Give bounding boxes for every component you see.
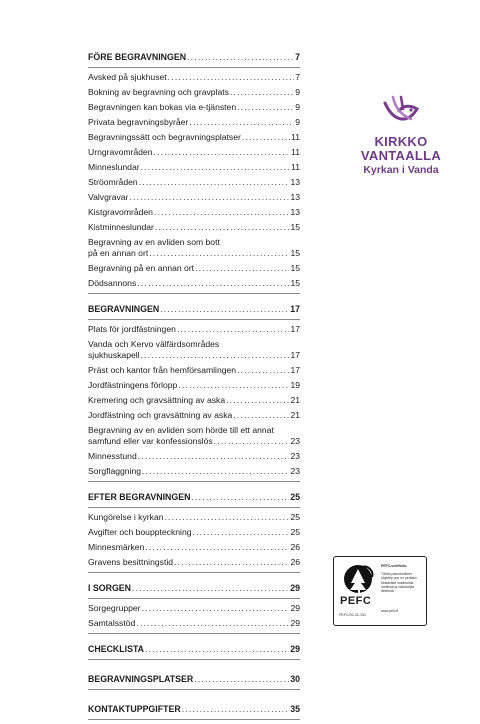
toc-entry[interactable]: Gravens besittningstid . . . 26 <box>88 557 300 568</box>
divider <box>88 319 300 320</box>
toc-entry[interactable]: Begravningen kan bokas via e-tjänsten . . . 9 <box>88 102 300 113</box>
divider <box>88 572 300 573</box>
toc-entry[interactable]: Begravning av en avliden som hörde till ett annat samfund eller var konfessionslös . . . 23 <box>88 425 300 447</box>
toc-entry[interactable]: Privata begravningsbyråer . . . 9 <box>88 117 300 128</box>
toc-entry[interactable]: Kistminneslundar . . . 15 <box>88 222 300 233</box>
divider <box>88 719 300 720</box>
toc-section-header[interactable]: EFTER BEGRAVNINGEN . . . 25 <box>88 492 300 503</box>
toc-entry[interactable]: Minnesstund . . . 23 <box>88 451 300 462</box>
toc-section-header[interactable]: BEGRAVNINGEN . . . 17 <box>88 304 300 315</box>
toc-entry[interactable]: Dödsannons . . . 15 <box>88 278 300 289</box>
toc-entry[interactable]: Jordfästningens förlopp . . . 19 <box>88 380 300 391</box>
divider <box>88 633 300 634</box>
toc-section-header[interactable]: BEGRAVNINGSPLATSER . . . 30 <box>88 674 300 685</box>
pefc-wordmark: PEFC <box>340 595 372 607</box>
table-of-contents <box>88 52 300 724</box>
toc-section-header[interactable]: KONTAKTUPPGIFTER . . . 35 <box>88 704 300 715</box>
toc-section-header[interactable]: FÖRE BEGRAVNINGEN . . . 7 <box>88 52 300 63</box>
toc-entry[interactable]: Ströområden . . . 13 <box>88 177 300 188</box>
toc-entry[interactable]: Avgifter och bouppteckning . . . 25 <box>88 527 300 538</box>
toc-entry[interactable]: Kistgravområden . . . 13 <box>88 207 300 218</box>
toc-section-header[interactable]: CHECKLISTA . . . 29 <box>88 644 300 655</box>
toc-entry[interactable]: Sorgegrupper . . . 29 <box>88 603 300 614</box>
toc-entry[interactable]: Begravning av en avliden som bott på en annan ort . . . 15 <box>88 237 300 259</box>
toc-entry[interactable]: Kremering och gravsättning av aska . . . 21 <box>88 395 300 406</box>
toc-entry[interactable]: Kungörelse i kyrkan . . . 25 <box>88 512 300 523</box>
toc-entry[interactable]: Jordfästning och gravsättning av aska . . . 21 <box>88 410 300 421</box>
divider <box>88 689 300 690</box>
logo-text-line2: VANTAALLA <box>360 148 442 163</box>
pefc-description: Tähän painotuotteen käytetty puu on peräisin kestävästi hoidetuista metsistä ja valvotuista lähteistä <box>381 572 417 594</box>
toc-entry[interactable]: Präst och kantor från hemförsamlingen . . . 17 <box>88 365 300 376</box>
toc-entry[interactable]: Samtalsstöd . . . 29 <box>88 618 300 629</box>
toc-entry[interactable]: Minnesmärken . . . 26 <box>88 542 300 553</box>
toc-entry[interactable]: Minneslundar . . . 11 <box>88 162 300 173</box>
toc-entry[interactable]: Urngravområden . . . 11 <box>88 147 300 158</box>
logo-text-line3: Kyrkan i Vanda <box>363 164 439 176</box>
toc-entry[interactable]: Plats för jordfästningen . . . 17 <box>88 324 300 335</box>
pefc-title: PEFC-sertifioitu <box>381 564 407 568</box>
toc-entry[interactable]: Sorgflaggning . . . 23 <box>88 466 300 477</box>
divider <box>88 659 300 660</box>
divider <box>88 507 300 508</box>
divider <box>88 481 300 482</box>
fish-symbol-icon <box>381 95 421 129</box>
toc-entry[interactable]: Bokning av begravning och gravplats . . . 9 <box>88 87 300 98</box>
church-logo <box>353 95 449 177</box>
pefc-certification-label <box>333 556 427 626</box>
divider <box>88 598 300 599</box>
toc-entry[interactable]: Valvgravar . . . 13 <box>88 192 300 203</box>
logo-text-line1: KIRKKO <box>374 134 428 149</box>
toc-entry[interactable]: Vanda och Kervo välfärdsområdes sjukhuskapell . . . 17 <box>88 339 300 361</box>
pefc-code: PEFC/02-31-151 <box>339 613 366 617</box>
toc-section-header[interactable]: I SORGEN . . . 29 <box>88 583 300 594</box>
toc-entry[interactable]: Begravningssätt och begravningsplatser . . . 11 <box>88 132 300 143</box>
divider <box>88 293 300 294</box>
toc-entry[interactable]: Begravning på en annan ort . . . 15 <box>88 263 300 274</box>
toc-entry[interactable]: Avsked på sjukhuset . . . 7 <box>88 72 300 83</box>
divider <box>88 67 300 68</box>
pefc-url: www.pefc.fi <box>381 609 399 613</box>
